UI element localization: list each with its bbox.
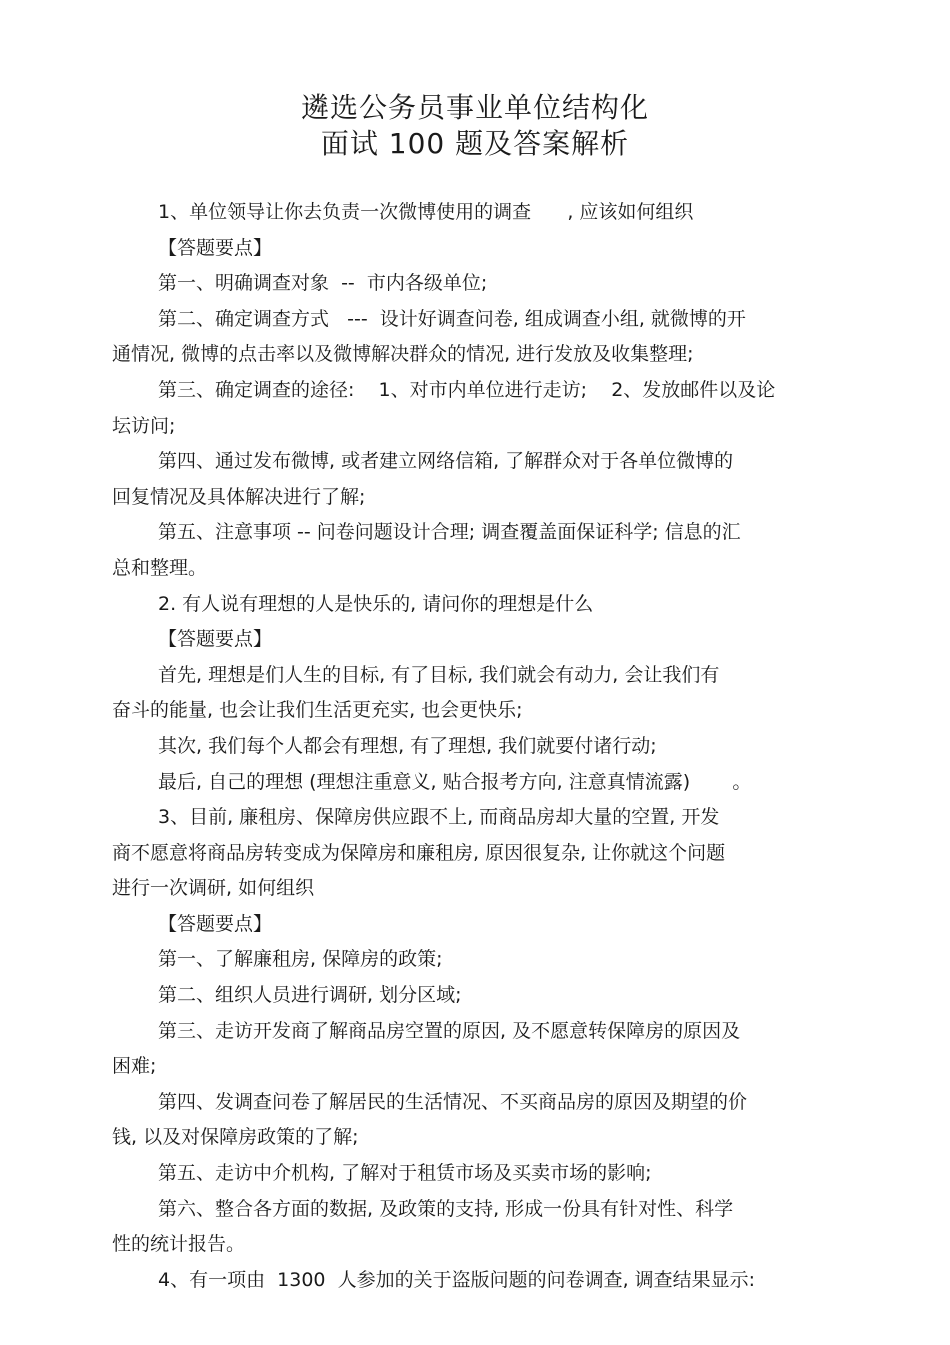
body-line: 第三、走访开发商了解商品房空置的原因, 及不愿意转保障房的原因及 <box>158 1019 741 1042</box>
body-line: 其次, 我们每个人都会有理想, 有了理想, 我们就要付诸行动; <box>158 734 657 757</box>
body-line: 第一、明确调查对象 -- 市内各级单位; <box>158 272 488 295</box>
body-line: 第四、发调查问卷了解居民的生活情况、不买商品房的原因及期望的价 <box>158 1090 748 1113</box>
body-line: 1、单位领导让你去负责一次微博使用的调查 , 应该如何组织 <box>158 201 694 223</box>
body-line: 【答题要点】 <box>158 236 273 259</box>
body-line: 最后, 自己的理想 (理想注重意义, 贴合报考方向, 注意真情流露) 。 <box>158 770 752 793</box>
body-line: 【答题要点】 <box>158 912 273 935</box>
body-line: 商不愿意将商品房转变成为保障房和廉租房, 原因很复杂, 让你就这个问题 <box>112 841 726 864</box>
document-body <box>112 195 842 1298</box>
body-line: 通情况, 微博的点击率以及微博解决群众的情况, 进行发放及收集整理; <box>112 343 694 366</box>
body-line: 奋斗的能量, 也会让我们生活更充实, 也会更快乐; <box>112 699 523 722</box>
body-line: 4、有一项由 1300 人参加的关于盗版问题的问卷调查, 调查结果显示: <box>158 1268 756 1291</box>
body-line: 首先, 理想是们人生的目标, 有了目标, 我们就会有动力, 会让我们有 <box>158 663 720 686</box>
body-line: 3、目前, 廉租房、保障房供应跟不上, 而商品房却大量的空置, 开发 <box>158 806 720 829</box>
body-line: 总和整理。 <box>112 556 208 579</box>
body-line: 回复情况及具体解决进行了解; <box>112 485 366 508</box>
body-line: 【答题要点】 <box>158 628 273 651</box>
body-line: 进行一次调研, 如何组织 <box>112 877 315 900</box>
body-line: 2. 有人说有理想的人是快乐的, 请问你的理想是什么 <box>158 592 594 615</box>
body-line: 第六、整合各方面的数据, 及政策的支持, 形成一份具有针对性、科学 <box>158 1197 734 1220</box>
body-line: 第五、走访中介机构, 了解对于租赁市场及买卖市场的影响; <box>158 1162 652 1185</box>
body-line: 钱, 以及对保障房政策的了解; <box>112 1126 359 1149</box>
body-line: 第五、注意事项 -- 问卷问题设计合理; 调查覆盖面保证科学; 信息的汇 <box>158 521 741 544</box>
body-line: 性的统计报告。 <box>112 1233 246 1256</box>
body-line: 第四、通过发布微博, 或者建立网络信箱, 了解群众对于各单位微博的 <box>158 450 734 473</box>
body-line: 第二、组织人员进行调研, 划分区域; <box>158 984 462 1007</box>
document-title-line-1: 遴选公务员事业单位结构化 <box>300 91 649 124</box>
body-line: 困难; <box>112 1055 157 1078</box>
body-line: 坛访问; <box>112 414 176 437</box>
document-title-line-2: 面试 100 题及答案解析 <box>320 127 630 160</box>
body-line: 第三、确定调查的途径: 1、对市内单位进行走访; 2、发放邮件以及论 <box>158 378 776 401</box>
body-line: 第一、了解廉租房, 保障房的政策; <box>158 948 443 971</box>
body-line: 第二、确定调查方式 --- 设计好调查问卷, 组成调查小组, 就微博的开 <box>158 307 746 330</box>
